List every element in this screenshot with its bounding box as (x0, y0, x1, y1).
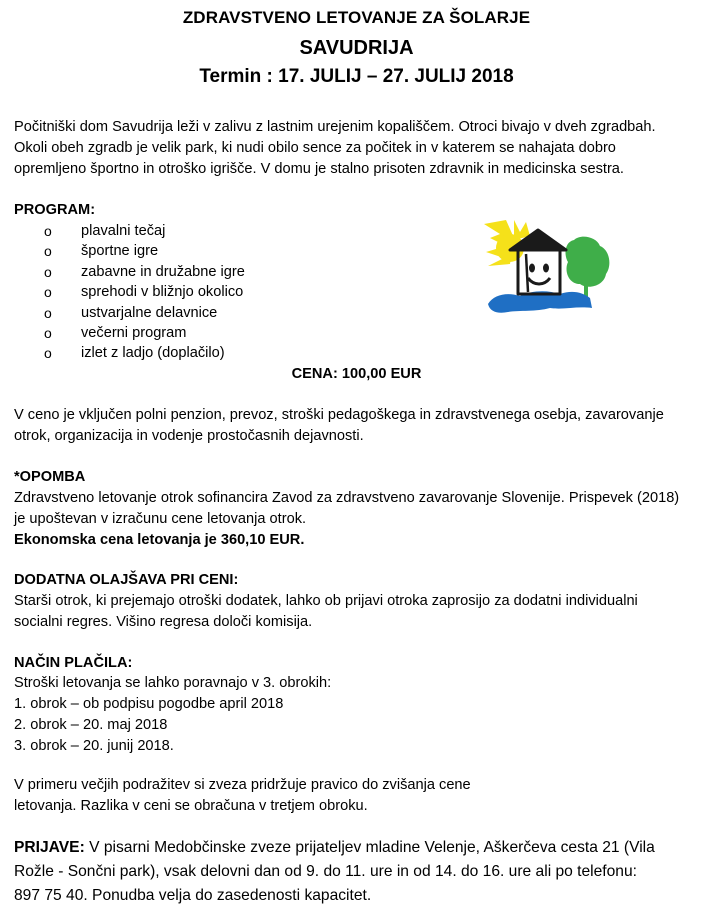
applications-line (14, 836, 700, 860)
bullet-icon: o (44, 243, 52, 260)
payment-line: Stroški letovanja se lahko poravnajo v 3. obrokih: (14, 675, 332, 691)
program-list (44, 221, 384, 364)
applications-paragraph (14, 836, 700, 908)
list-item (44, 262, 384, 282)
note-line: je upoštevan v izračunu cene letovanja otrok. (14, 511, 307, 527)
applications-line: Rožle - Sončni park), vsak delovni dan od 9. do 11. ure in od 14. do 16. ure ali po telefonu: (14, 863, 637, 880)
bullet-icon: o (44, 345, 52, 362)
document-title: ZDRAVSTVENO LETOVANJE ZA ŠOLARJE (182, 8, 531, 27)
list-item-label: zabavne in družabne igre (81, 263, 245, 280)
payment-line: 2. obrok – 20. maj 2018 (14, 717, 168, 733)
payment-heading: NAČIN PLAČILA: (14, 655, 133, 671)
bullet-icon: o (44, 284, 52, 301)
price-label: CENA: 100,00 EUR (291, 366, 422, 382)
increase-line: V primeru večjih podražitev si zveza pridržuje pravico do zvišanja cene (14, 777, 471, 793)
program-heading: PROGRAM: (14, 202, 96, 218)
payment-line: 1. obrok – ob podpisu pogodbe april 2018 (14, 696, 284, 712)
list-item-label: sprehodi v bližnjo okolico (81, 284, 244, 301)
list-item (44, 241, 384, 261)
discount-heading: DODATNA OLAJŠAVA PRI CENI: (14, 572, 239, 588)
list-item-label: večerni program (81, 324, 187, 341)
discount-line: Starši otrok, ki prejemajo otroški dodatek, lahko ob prijavi otroka zaprosijo za dodatni individualni (14, 593, 638, 609)
bullet-icon: o (44, 324, 52, 341)
intro-line: Okoli obeh zgradb je velik park, ki nudi obilo sence za počitek in v katerem se nahajata dobro (14, 140, 616, 156)
payment-paragraph (14, 673, 494, 757)
holiday-home-logo (480, 218, 614, 314)
tree-icon (566, 237, 610, 298)
included-line: V ceno je vključen polni penzion, prevoz, stroški pedagoškega in zdravstvenega osebja, zavarovanje (14, 407, 664, 423)
intro-line: opremljeno športno in otroško igrišče. V domu je stalno prisoten zdravnik in medicinska sestra. (14, 161, 624, 177)
intro-paragraph (14, 117, 700, 180)
bullet-icon: o (44, 263, 52, 280)
intro-line: Počitniški dom Savudrija leži v zalivu z lastnim urejenim kopališčem. Otroci bivajo v dveh zgradbah. (14, 119, 656, 135)
list-item-label: športne igre (81, 243, 159, 260)
location-heading: SAVUDRIJA (299, 37, 414, 59)
list-item-label: izlet z ladjo (doplačilo) (81, 345, 225, 362)
increase-line: letovanja. Razlika v ceni se obračuna v tretjem obroku. (14, 798, 368, 814)
increase-paragraph (14, 775, 494, 817)
included-paragraph (14, 405, 700, 447)
bullet-icon: o (44, 304, 52, 321)
discount-paragraph (14, 591, 700, 633)
bullet-icon: o (44, 223, 52, 239)
applications-text: V pisarni Medobčinske zveze prijateljev mladine Velenje, Aškerčeva cesta 21 (Vila (84, 839, 655, 856)
included-line: otrok, organizacija in vodenje prostočasnih dejavnosti. (14, 428, 364, 444)
discount-line: socialni regres. Višino regresa določi komisija. (14, 614, 313, 630)
applications-label: PRIJAVE: (14, 839, 85, 856)
note-line: Zdravstveno letovanje otrok sofinancira Zavod za zdravstveno zavarovanje Slovenije. Prispevek (2018) (14, 490, 680, 506)
face-icon (528, 264, 550, 285)
list-item-label: plavalni tečaj (81, 223, 166, 239)
list-item (44, 303, 384, 323)
list-item (44, 221, 384, 241)
list-item-label: ustvarjalne delavnice (81, 304, 218, 321)
note-heading: *OPOMBA (14, 469, 86, 485)
applications-line: 897 75 40. Ponudba velja do zasedenosti kapacitet. (14, 887, 372, 904)
note-paragraph (14, 488, 700, 551)
term-heading: Termin : 17. JULIJ – 27. JULIJ 2018 (199, 66, 514, 87)
list-item (44, 282, 384, 302)
list-item (44, 323, 384, 343)
economic-price: Ekonomska cena letovanja je 360,10 EUR. (14, 532, 305, 548)
payment-line: 3. obrok – 20. junij 2018. (14, 738, 174, 754)
list-item (44, 343, 384, 363)
